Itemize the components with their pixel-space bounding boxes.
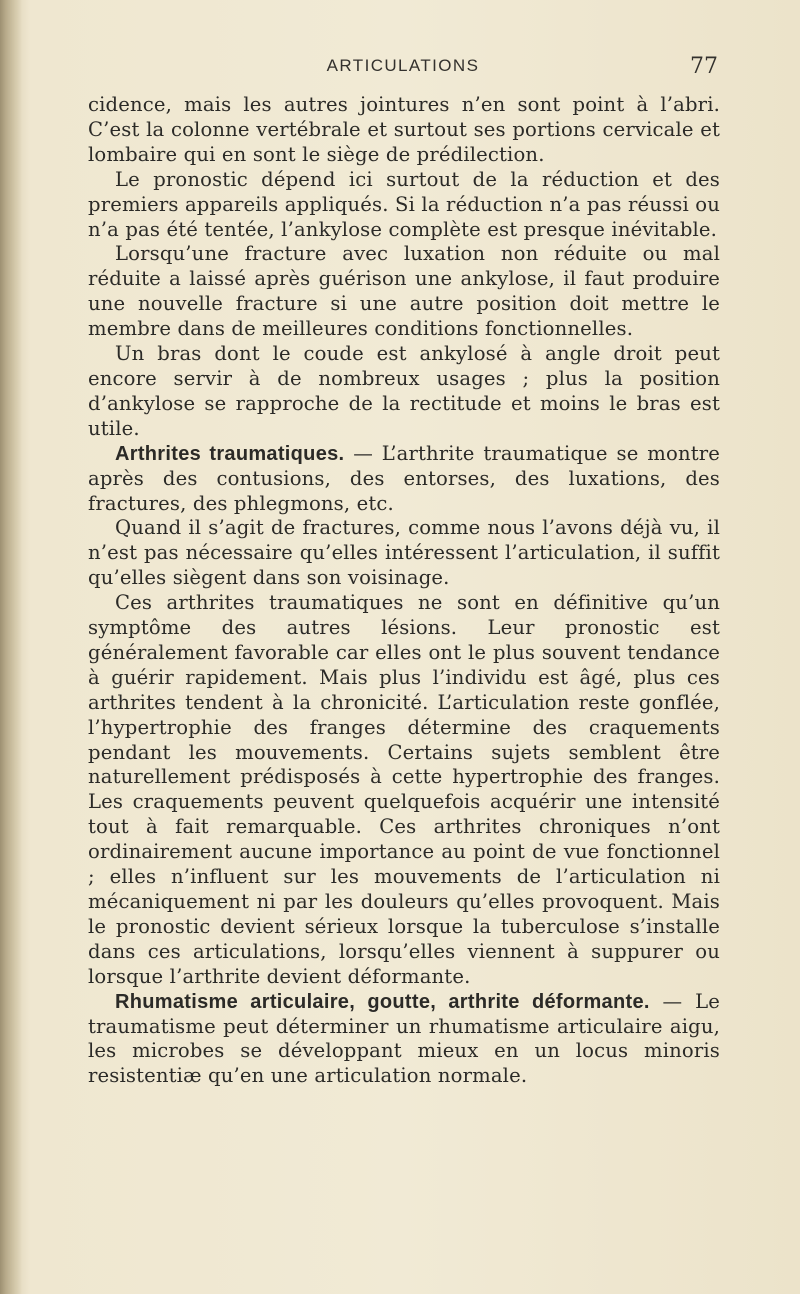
paragraph: Le pronostic dépend ici surtout de la réduction et des premiers appareils appliqués. Si la réduction n’a pas réussi ou n’a pas été tentée, l’ankylose complète est presque inévitable. [88, 167, 720, 241]
section-paragraph-arthrites [88, 442, 720, 517]
page-number: 77 [690, 54, 718, 79]
page-header [88, 52, 718, 82]
running-title: ARTICULATIONS [326, 56, 480, 75]
section-heading: Arthrites traumatiques. [115, 442, 345, 465]
section-text: — L’arthrite traumatique se montre après des contusions, des entorses, des luxations, des fractures, des phlegmons, etc. [88, 441, 720, 515]
paragraph: Ces arthrites traumatiques ne sont en définitive qu’un symptôme des autres lésions. Leur pronostic est généralement favorable car elles ont le plus souvent tendance à guérir rapidement. Mais plus l’individu est âgé, plus ces arthrites tendent à la chronicité. L’articulation reste gonflée, l’hypertrophie des franges détermine des craquements pendant les mouvements. Certains sujets semblent être naturellement prédisposés à cette hypertrophie des franges. Les craquements peuvent quelquefois acquérir une intensité tout à fait remarquable. Ces arthrites chroniques n’ont ordinairement aucune importance au point de vue fonctionnel ; elles n’influent sur les mouvements de l’articulation ni mécaniquement ni par les douleurs qu’elles provoquent. Mais le pronostic devient sérieux lorsque la tuberculose s’installe dans ces articulations, lorsqu’elles viennent à suppurer ou lorsque l’arthrite devient déformante. [88, 591, 720, 988]
section-heading: Rhumatisme articulaire, goutte, arthrite déformante. [115, 990, 650, 1013]
paragraph: Lorsqu’une fracture avec luxation non réduite ou mal réduite a laissé après guérison une ankylose, il faut produire une nouvelle fracture si une autre position doit mettre le membre dans de meilleures conditions fonctionnelles. [88, 242, 720, 341]
paragraph: Quand il s’agit de fractures, comme nous l’avons déjà vu, il n’est pas nécessaire qu’elles intéressent l’articulation, il suffit qu’elles siègent dans son voisinage. [88, 516, 720, 590]
paragraph: cidence, mais les autres jointures n’en sont point à l’abri. C’est la colonne vertébrale et surtout ses portions cervicale et lombaire qui en sont le siège de prédilection. [88, 93, 720, 166]
body-text [88, 93, 720, 1089]
page-gutter-shadow [0, 0, 22, 1294]
section-paragraph-rhumatisme [88, 990, 720, 1090]
paragraph: Un bras dont le coude est ankylosé à angle droit peut encore servir à de nombreux usages ; plus la position d’ankylose se rapproche de la rectitude et moins le bras est utile. [88, 342, 720, 440]
section-text: — Le traumatisme peut déterminer un rhumatisme articulaire aigu, les microbes se développant mieux en un locus minoris resistentiæ qu’en une articulation normale. [88, 989, 720, 1088]
